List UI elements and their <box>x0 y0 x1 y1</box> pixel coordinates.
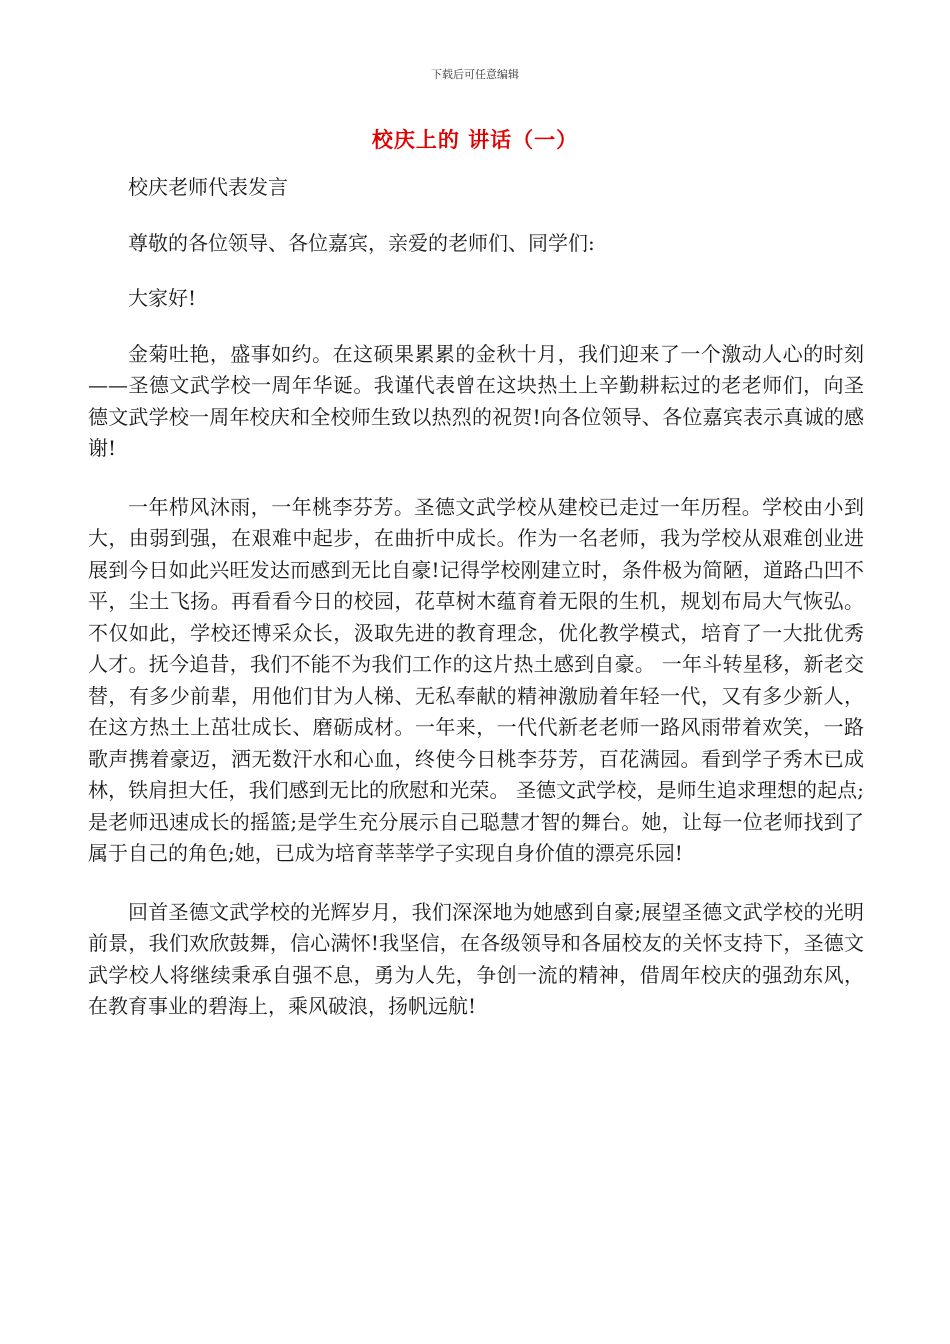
greeting: 大家好! <box>128 286 197 310</box>
document-body <box>88 172 864 1050</box>
header-note: 下载后可任意编辑 <box>431 68 519 81</box>
paragraph-1: 金菊吐艳，盛事如约。在这硕果累累的金秋十月，我们迎来了一个激动人心的时刻——圣德文武学校一周年华诞。我谨代表曾在这块热土上辛勤耕耘过的老老师们，向圣德文武学校一周年校庆和全校师生致以热烈的祝贺!向各位领导、各位嘉宾表示真诚的感谢! <box>88 341 864 460</box>
paragraph-3: 回首圣德文武学校的光辉岁月，我们深深地为她感到自豪;展望圣德文武学校的光明前景，我们欢欣鼓舞，信心满怀!我坚信，在各级领导和各届校友的关怀支持下，圣德文武学校人将继续秉承自强不息，勇为人先，争创一流的精神，借周年校庆的强劲东风，在教育事业的碧海上，乘风破浪，扬帆远航! <box>88 899 864 1018</box>
paragraph-2: 一年栉风沐雨，一年桃李芬芳。圣德文武学校从建校已走过一年历程。学校由小到大，由弱到强，在艰难中起步，在曲折中成长。作为一名老师，我为学校从艰难创业进展到今日如此兴旺发达而感到无比自豪!记得学校刚建立时，条件极为简陋，道路凸凹不平，尘土飞扬。再看看今日的校园，花草树木蕴育着无限的生机，规划布局大气恢弘。不仅如此，学校还博采众长，汲取先进的教育理念，优化教学模式，培育了一大批优秀人才。抚今追昔，我们不能不为我们工作的这片热土感到自豪。 一年斗转星移，新老交替，有多少前辈，用他们甘为人梯、无私奉献的精神激励着年轻一代，又有多少新人，在这方热土上茁壮成长、磨砺成材。一年来，一代代新老老师一路风雨带着欢笑，一路歌声携着豪迈，洒无数汗水和心血，终使今日桃李芬芳，百花满园。看到学子秀木已成林，铁肩担大任，我们感到无比的欣慰和光荣。 圣德文武学校，是师生追求理想的起点;是老师迅速成长的摇篮;是学生充分展示自己聪慧才智的舞台。她，让每一位老师找到了属于自己的角色;她，已成为培育莘莘学子实现自身价值的漂亮乐园! <box>88 494 864 865</box>
document-title: 校庆上的 讲话（一） <box>371 128 579 152</box>
salutation: 尊敬的各位领导、各位嘉宾，亲爱的老师们、同学们: <box>128 230 595 255</box>
speech-subtitle: 校庆老师代表发言 <box>128 175 288 199</box>
